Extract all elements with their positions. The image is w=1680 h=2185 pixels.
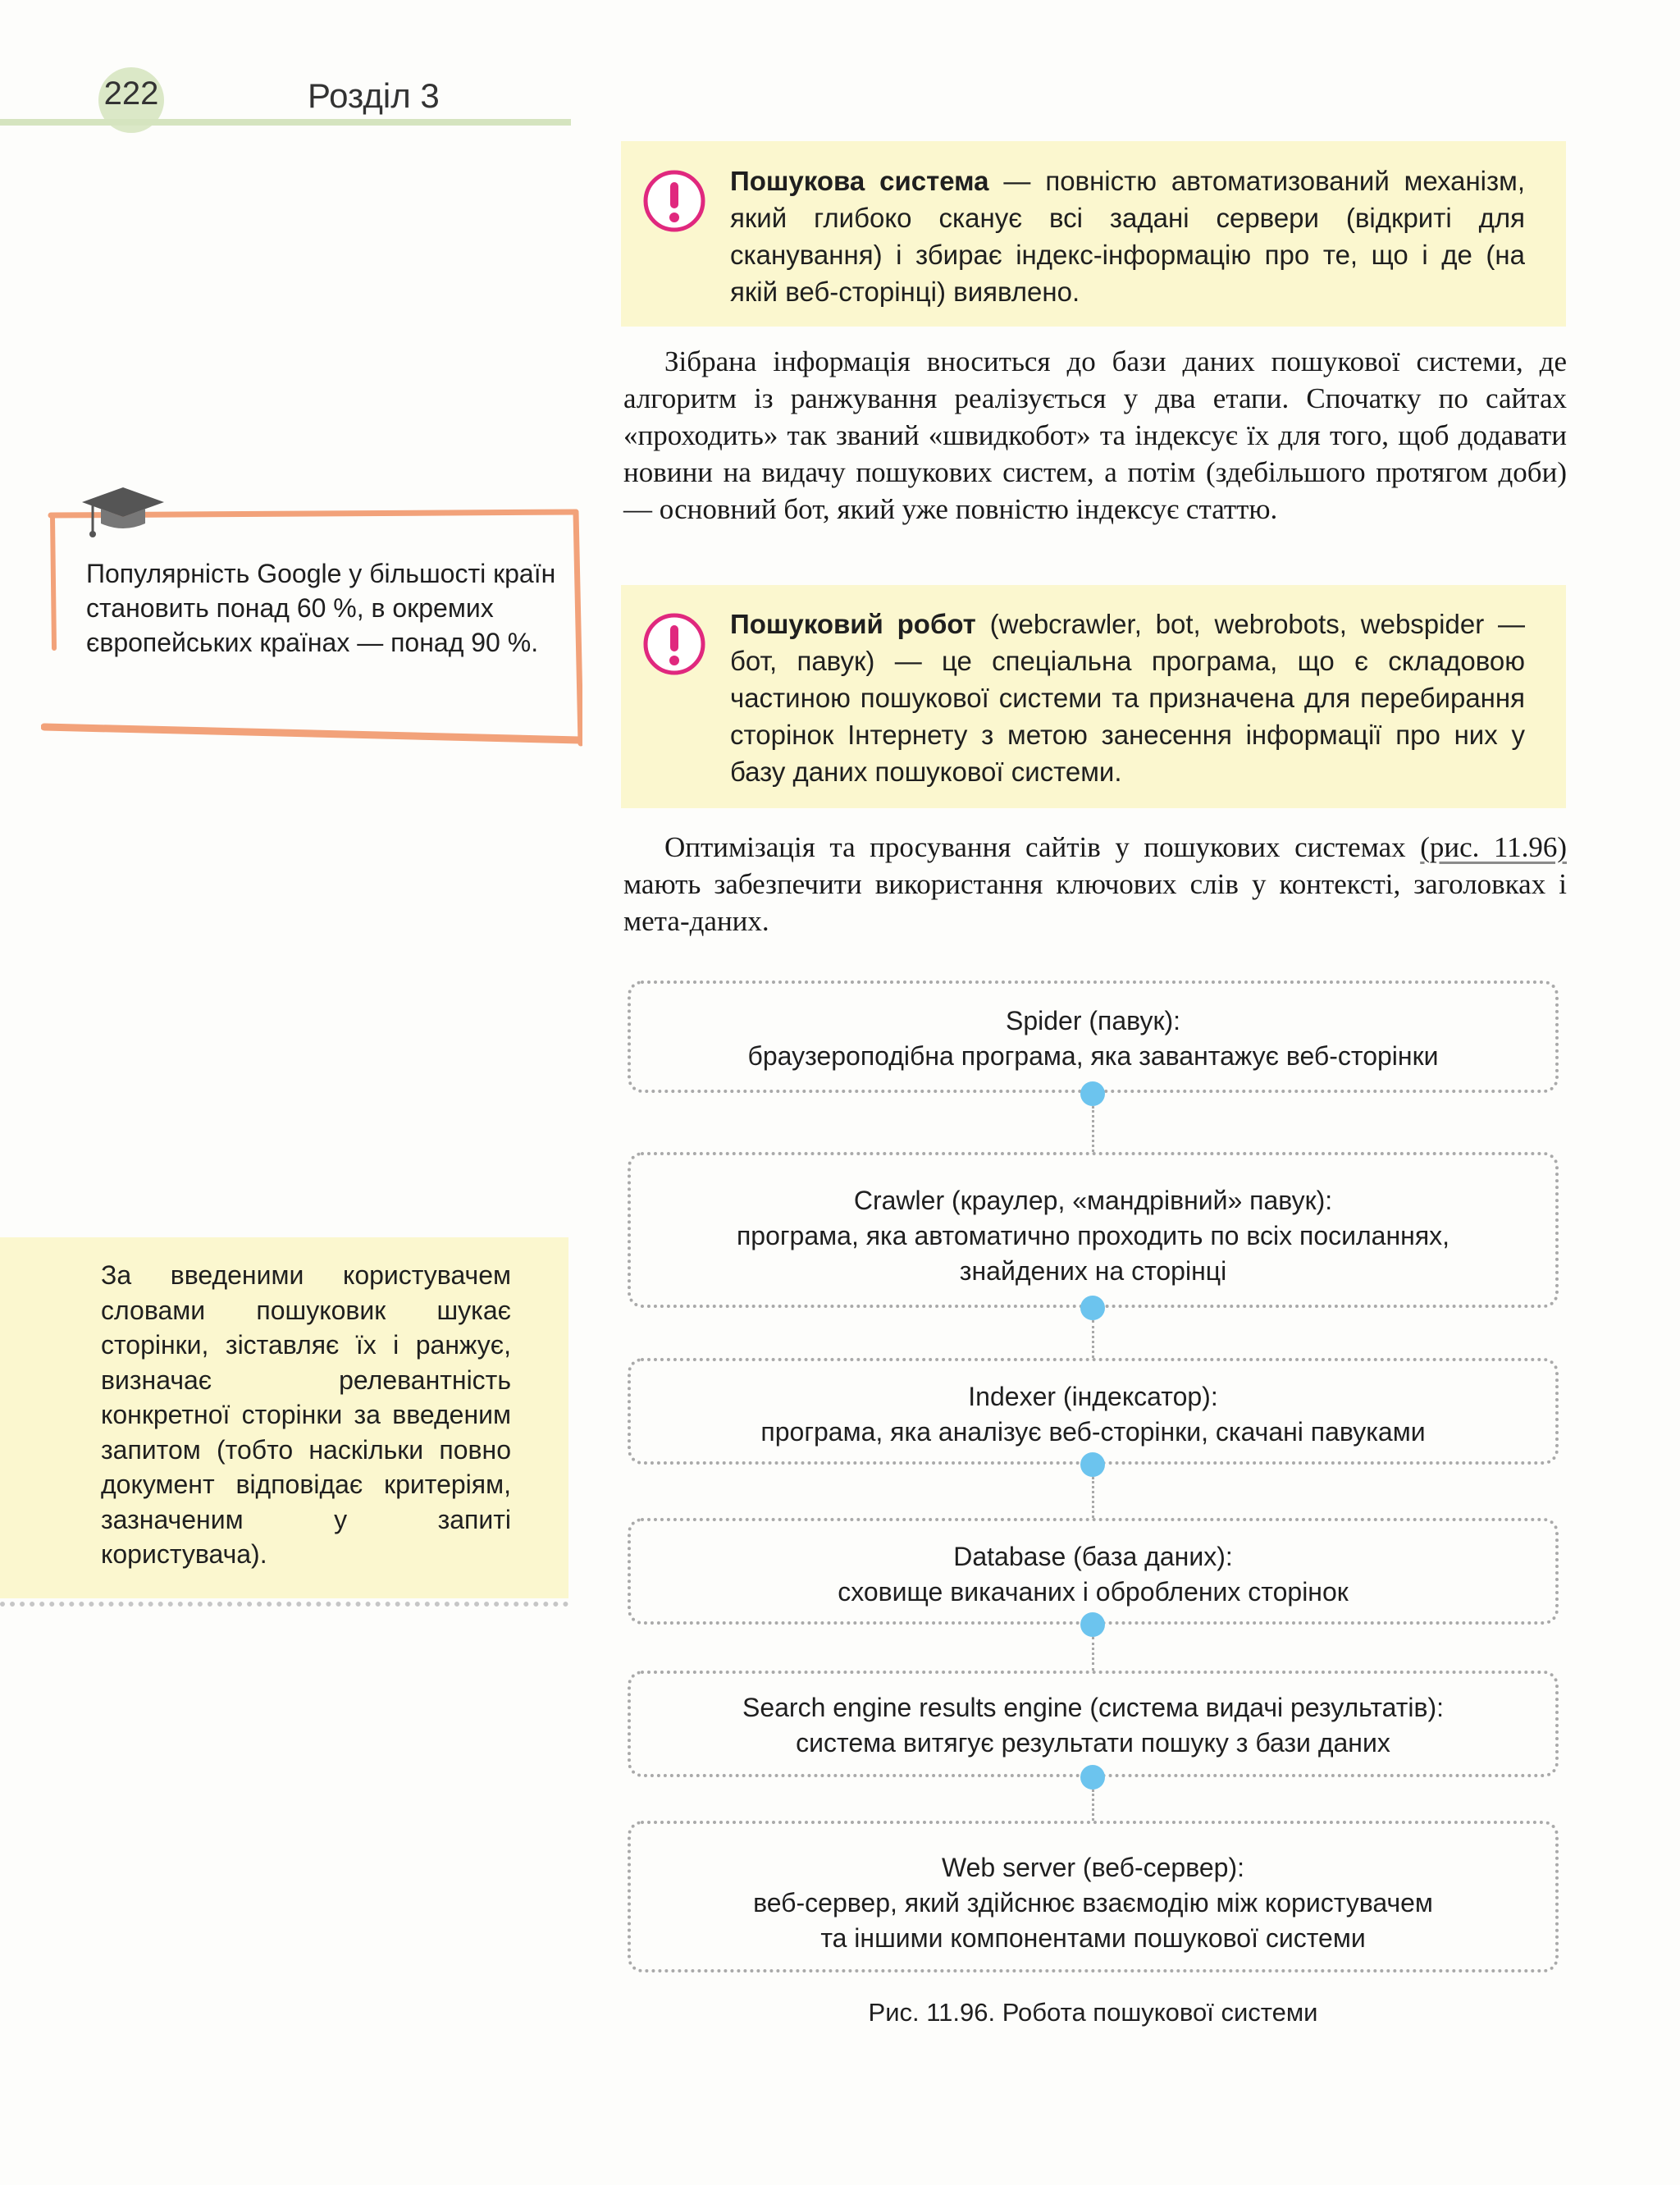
body-paragraph-text: мають забезпечити використання ключових слів у контексті, заголовках і мета-даних. bbox=[623, 868, 1567, 937]
flow-box-crawler bbox=[628, 1152, 1559, 1308]
sidebar-note-text: Популярність Google у більшості країн становить понад 60 %, в окремих європейських країнах — понад 90 %. bbox=[86, 559, 556, 657]
definition-text bbox=[730, 162, 1525, 310]
flow-box-description: програма, яка автоматично проходить по всіх посиланнях, bbox=[736, 1221, 1450, 1250]
connector-line bbox=[1092, 1477, 1094, 1518]
definition-text bbox=[730, 606, 1525, 790]
flow-box-title: Crawler (краулер, «мандрівний» павук): bbox=[853, 1186, 1333, 1215]
connector-line bbox=[1092, 1790, 1094, 1821]
flow-box-title: Database (база даних): bbox=[953, 1542, 1233, 1571]
connector-dot bbox=[1080, 1296, 1105, 1320]
flow-box-spider bbox=[628, 981, 1559, 1093]
page-number: 222 bbox=[103, 75, 159, 112]
body-paragraph bbox=[623, 829, 1567, 939]
flow-box-title: Web server (веб-сервер): bbox=[942, 1853, 1244, 1882]
flow-box-web-server bbox=[628, 1821, 1559, 1972]
flow-box-description: та іншими компонентами пошукової системи bbox=[820, 1923, 1366, 1953]
connector-line bbox=[1092, 1320, 1094, 1358]
flow-box-results-engine bbox=[628, 1671, 1559, 1777]
connector-dot bbox=[1080, 1765, 1105, 1790]
connector-line bbox=[1092, 1106, 1094, 1152]
header-rule bbox=[0, 119, 571, 126]
flow-box-description: сховище викачаних і оброблених сторінок bbox=[838, 1577, 1349, 1607]
sidebar-highlight bbox=[0, 1237, 568, 1598]
definition-body: — повністю автоматизований механізм, який глибоко сканує всі задані сервери (відкриті для сканування) і збирає індекс-інформацію про те, що і де (на якій веб-сторінці) виявлено. bbox=[730, 166, 1525, 307]
definition-term: Пошукова система bbox=[730, 166, 989, 196]
flow-box-title: Search engine results engine (система видачі результатів): bbox=[742, 1693, 1445, 1722]
chapter-title: Розділ 3 bbox=[308, 76, 440, 115]
flow-box-title: Spider (павук): bbox=[1005, 1006, 1180, 1035]
definition-box-search-engine bbox=[621, 141, 1566, 327]
connector-dot bbox=[1080, 1612, 1105, 1637]
definition-box-web-crawler bbox=[621, 585, 1566, 808]
connector-dot bbox=[1080, 1081, 1105, 1106]
exclamation-icon bbox=[641, 611, 707, 677]
flow-box-indexer bbox=[628, 1358, 1559, 1465]
definition-body: (webcrawler, bot, webrobots, webspider — бот, павук) — це спеціальна програма, що є складовою частиною пошукової системи та призначена для перебирання сторінок Інтернету з метою занесення інформації про них у базу даних пошукової системи. bbox=[730, 609, 1525, 787]
flow-box-description: знайдених на сторінці bbox=[959, 1256, 1227, 1286]
connector-line bbox=[1092, 1637, 1094, 1671]
dotted-divider bbox=[0, 1602, 568, 1607]
definition-term: Пошуковий робот bbox=[730, 609, 976, 639]
sidebar-highlight-text: За введеними користувачем словами пошуковик шукає сторінки, зіставляє їх і ранжує, визначає релевантність конкретної сторінки за введеним запитом (тобто наскільки повно документ відповідає критеріям, зазначеним у запиті користувача). bbox=[101, 1260, 511, 1569]
flow-box-description: програма, яка аналізує веб-сторінки, скачані павуками bbox=[760, 1417, 1426, 1447]
flow-box-title: Indexer (індексатор): bbox=[968, 1382, 1218, 1411]
figure-reference-link[interactable]: (рис. 11.96) bbox=[1420, 831, 1568, 863]
figure-caption: Рис. 11.96. Робота пошукової системи bbox=[868, 1998, 1318, 2027]
flow-box-description: система витягує результати пошуку з бази даних bbox=[796, 1728, 1390, 1758]
graduation-cap-icon bbox=[78, 484, 168, 542]
connector-dot bbox=[1080, 1452, 1105, 1477]
body-paragraph-text: Зібрана інформація вноситься до бази даних пошукової системи, де алгоритм із ранжування реалізується у два етапи. Спочатку по сайтах «проходить» так званий «швидкобот» та індексує їх для того, щоб додавати новини на видачу пошукових систем, а потім (здебільшого протягом доби) — основний бот, який уже повністю індексує статтю. bbox=[623, 345, 1567, 525]
body-paragraph bbox=[623, 343, 1567, 528]
exclamation-icon bbox=[641, 168, 707, 234]
flow-box-description: браузероподібна програма, яка завантажує веб-сторінки bbox=[747, 1041, 1439, 1071]
body-paragraph-text: Оптимізація та просування сайтів у пошукових системах bbox=[664, 831, 1421, 863]
flow-box-database bbox=[628, 1518, 1559, 1625]
flow-box-description: веб-сервер, який здійснює взаємодію між користувачем bbox=[753, 1888, 1433, 1918]
